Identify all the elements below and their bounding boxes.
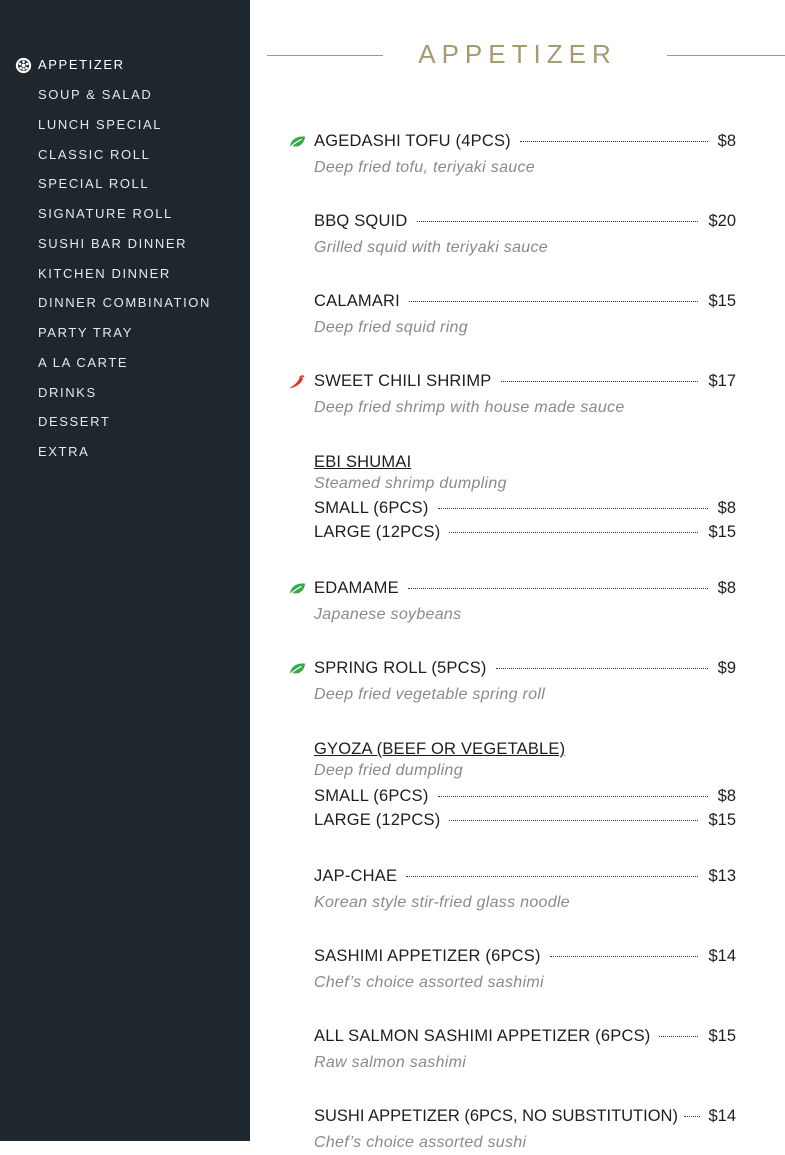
item-name: JAP-CHAE	[314, 867, 398, 885]
sidebar-item-sushi-bar-dinner[interactable]: SUSHI BAR DINNER	[38, 236, 188, 251]
dotted-leader	[409, 301, 699, 302]
menu-item[interactable]	[314, 659, 736, 707]
size-price: $15	[708, 523, 736, 541]
menu-item-with-sizes[interactable]	[314, 451, 736, 547]
item-name: ALL SALMON SASHIMI APPETIZER (6PCS)	[314, 1027, 651, 1045]
leaf-icon	[288, 134, 306, 150]
menu-item-with-sizes[interactable]	[314, 738, 736, 835]
sidebar-item-kitchen-dinner[interactable]: KITCHEN DINNER	[38, 266, 171, 281]
item-price: $9	[717, 659, 736, 677]
item-heading: GYOZA (BEEF OR VEGETABLE)	[314, 740, 566, 758]
item-name: EDAMAME	[314, 579, 399, 597]
size-price: $8	[717, 787, 736, 805]
sushi-roll-icon	[15, 57, 32, 74]
dotted-leader	[408, 588, 708, 589]
item-description: Korean style stir-fried glass noodle	[314, 894, 570, 911]
item-description: Deep fried dumpling	[314, 762, 463, 779]
item-price: $20	[708, 212, 736, 230]
item-price: $15	[708, 292, 736, 310]
sidebar-item-dinner-combination[interactable]: DINNER COMBINATION	[38, 295, 212, 310]
menu-item[interactable]	[314, 212, 736, 260]
leaf-icon	[288, 661, 306, 677]
sidebar-item-party-tray[interactable]: PARTY TRAY	[38, 325, 133, 340]
sidebar-item-lunch-special[interactable]: LUNCH SPECIAL	[38, 117, 163, 132]
menu-item[interactable]	[314, 947, 736, 995]
item-name: BBQ SQUID	[314, 212, 408, 230]
item-name: SUSHI APPETIZER (6PCS, NO SUBSTITUTION)	[314, 1107, 678, 1125]
sidebar-item-extra[interactable]: EXTRA	[38, 444, 90, 459]
item-price: $8	[717, 579, 736, 597]
dotted-leader	[659, 1036, 698, 1037]
sidebar-item-signature-roll[interactable]: SIGNATURE ROLL	[38, 206, 173, 221]
item-price: $14	[708, 1107, 736, 1125]
sidebar-item-drinks[interactable]: DRINKS	[38, 385, 97, 400]
size-name: LARGE (12PCS)	[314, 523, 441, 541]
dotted-leader	[417, 221, 699, 222]
item-name: SWEET CHILI SHRIMP	[314, 372, 492, 390]
sidebar-item-classic-roll[interactable]: CLASSIC ROLL	[38, 147, 151, 162]
item-heading: EBI SHUMAI	[314, 453, 412, 471]
item-description: Grilled squid with teriyaki sauce	[314, 239, 548, 256]
dotted-leader	[501, 381, 699, 382]
sidebar-item-appetizer[interactable]: APPETIZER	[38, 57, 125, 72]
item-description: Deep fried vegetable spring roll	[314, 686, 546, 703]
item-description: Deep fried tofu, teriyaki sauce	[314, 159, 535, 176]
item-description: Raw salmon sashimi	[314, 1054, 467, 1071]
item-description: Steamed shrimp dumpling	[314, 475, 507, 492]
dotted-leader	[438, 508, 708, 509]
item-name: AGEDASHI TOFU (4PCS)	[314, 132, 511, 150]
menu-item[interactable]	[314, 867, 736, 915]
menu-content	[250, 0, 785, 1151]
leaf-icon	[288, 581, 306, 597]
item-name: SPRING ROLL (5PCS)	[314, 659, 487, 677]
dotted-leader	[438, 796, 708, 797]
item-price: $17	[708, 372, 736, 390]
page-title: APPETIZER	[418, 39, 617, 69]
item-description: Deep fried squid ring	[314, 319, 468, 336]
sidebar-item-soup-salad[interactable]: SOUP & SALAD	[38, 87, 153, 102]
sidebar-item-a-la-carte[interactable]: A LA CARTE	[38, 355, 129, 370]
item-description: Chef’s choice assorted sushi	[314, 1134, 527, 1151]
menu-item[interactable]	[314, 292, 736, 340]
size-name: SMALL (6PCS)	[314, 499, 429, 517]
menu-item[interactable]	[314, 1107, 736, 1155]
item-price: $13	[708, 867, 736, 885]
dotted-leader	[684, 1116, 701, 1117]
size-name: SMALL (6PCS)	[314, 787, 429, 805]
size-option[interactable]	[314, 787, 736, 811]
item-price: $15	[708, 1027, 736, 1045]
dotted-leader	[520, 141, 708, 142]
item-price: $8	[717, 132, 736, 150]
item-description: Japanese soybeans	[314, 606, 462, 623]
chili-pepper-icon	[288, 374, 306, 390]
size-price: $15	[708, 811, 736, 829]
size-option[interactable]	[314, 523, 736, 547]
size-option[interactable]	[314, 499, 736, 523]
menu-item[interactable]	[314, 1027, 736, 1075]
sidebar-item-dessert[interactable]: DESSERT	[38, 414, 111, 429]
dotted-leader	[550, 956, 699, 957]
item-description: Deep fried shrimp with house made sauce	[314, 399, 625, 416]
size-option[interactable]	[314, 811, 736, 835]
item-name: SASHIMI APPETIZER (6PCS)	[314, 947, 541, 965]
dotted-leader	[496, 668, 708, 669]
dotted-leader	[449, 820, 698, 821]
item-price: $14	[708, 947, 736, 965]
size-price: $8	[717, 499, 736, 517]
menu-item[interactable]	[314, 579, 736, 627]
sidebar-item-special-roll[interactable]: SPECIAL ROLL	[38, 176, 150, 191]
dotted-leader	[406, 876, 698, 877]
item-description: Chef’s choice assorted sashimi	[314, 974, 544, 991]
category-sidebar	[0, 0, 250, 1141]
menu-item[interactable]	[314, 132, 736, 180]
size-name: LARGE (12PCS)	[314, 811, 441, 829]
dotted-leader	[449, 532, 698, 533]
menu-item[interactable]	[314, 372, 736, 420]
item-name: CALAMARI	[314, 292, 400, 310]
